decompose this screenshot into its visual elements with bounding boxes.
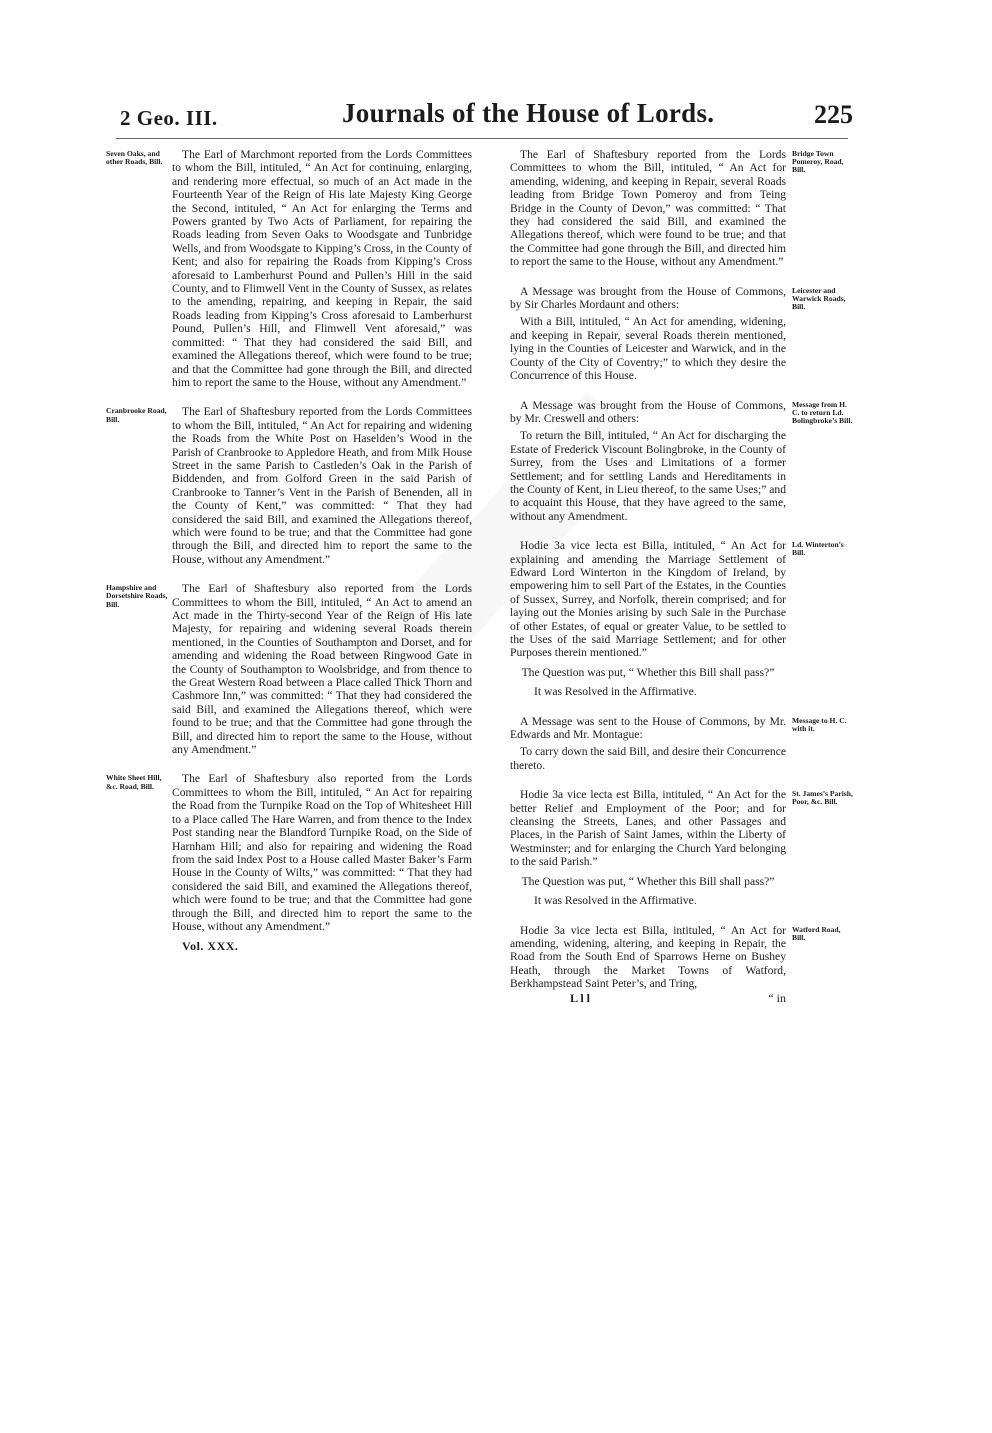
entry-text: The Earl of Shaftesbury also reported from the Lords Committees to whom the Bill, intituled, “ An Act to amend an Act made in the Thirty-second Year of the Reign of His late Majesty, for repairing and widening several Roads therein mentioned, in the Counties of Southampton and Dorset, and for amending and widening the Road between Ringwood Gate in the County of Southampton to Woolsbridge, and from thence to the Great Western Road between a Place called Thick Thorn and Cashmore Inn,” was committed: “ That they had considered the said Bill, and examined the Allegations thereof, which were found to be true; and that the Committee had gone through the Bill, and directed him to report the same to the House, without any Amendment.” xyxy=(172,582,472,757)
page-number: 225 xyxy=(814,100,853,129)
entry-text: Hodie 3a vice lecta est Billa, intituled, “ An Act for explaining and amending the Marriage Settlement of Edward Lord Winterton in the Kingdom of Ireland, by empowering him to sell Part of the Estates, in the Counties of Sussex, Surrey, and Norfolk, therein comprised; and for laying out the Monies arising by such Sale in the Purchase of other Estates, of equal or greater Value, to be settled to the Uses of the said Marriage Settlement; and for other Purposes therein mentioned.” xyxy=(510,539,786,660)
signature-mark: L l l xyxy=(570,990,591,1005)
entry-text: A Message was brought from the House of Commons, by Mr. Creswell and others: xyxy=(510,398,786,425)
margin-note: Hampshire and Dorsetshire Roads, Bill. xyxy=(106,583,168,609)
entry-text: To return the Bill, intituled, “ An Act for discharging the Estate of Frederick Viscount Bolingbroke, in the County of Surrey, from the Uses and Limitations of a former Settlement; and for settling Lands and Hereditaments in the County of Kent, in Lieu thereof, to the same Uses;” and to acquaint this House, that they have agreed to the same, without any Amendment. xyxy=(510,429,786,523)
margin-note: White Sheet Hill, &c. Road, Bill. xyxy=(106,773,162,791)
running-title: Journals of the House of Lords. xyxy=(342,98,715,128)
entry-bolingbroke xyxy=(510,398,853,524)
entry-winterton xyxy=(510,539,844,699)
page-header xyxy=(108,96,853,140)
entry-white-sheet-hill xyxy=(106,772,472,954)
entry-st-james xyxy=(510,788,853,908)
header-rule xyxy=(116,138,848,139)
resolution-text: It was Resolved in the Affirmative. xyxy=(534,894,697,908)
entry-watford xyxy=(510,923,841,1005)
right-column xyxy=(510,148,853,1007)
margin-note: Ld. Winterton’s Bill. xyxy=(792,540,844,558)
volume-mark: Vol. XXX. xyxy=(182,939,239,954)
regnal-year: 2 Geo. III. xyxy=(120,106,218,130)
entry-hampshire-dorset xyxy=(106,582,472,757)
entry-text: The Earl of Shaftesbury also reported from the Lords Committees to whom the Bill, intituled, “ An Act for repairing the Road from the Turnpike Road on the Top of Whitesheet Hill to a Place called The Hare Warren, and from thence to the Index Post standing near the Blandford Turnpike Road, on the Side of Harnham Hill; and also for repairing and widening the Road from the said Index Post to a House called Master Baker’s Farm House in the County of Wilts,” was committed: “ That they had considered the said Bill, and examined the Allegations thereof, which were found to be true; and that the Committee had gone through the Bill, and directed him to report the same to the House, without any Amendment.” xyxy=(172,772,472,933)
catchword: “ in xyxy=(768,990,786,1005)
entry-text: A Message was brought from the House of Commons, by Sir Charles Mordaunt and others: xyxy=(510,284,786,312)
question-text: The Question was put, “ Whether this Bill shall pass?” xyxy=(521,665,775,679)
entry-text: The Earl of Shaftesbury reported from the Lords Committees to whom the Bill, intituled, “ An Act for amending, widening, and keeping in Repair, several Roads leading from Bridge Town Pomeroy and from Teing Bridge in the County of Devon,” was committed: “ That they had considered the said Bill, and examined the Allegations thereof, which were found to be true; and that the Committee had gone through the Bill, and directed him to report the same to the House, without any Amendment.” xyxy=(510,148,786,269)
entry-text: The Earl of Shaftesbury reported from the Lords Committees to whom the Bill, intituled, “ An Act for repairing and widening the Roads from the White Post on Haselden’s Wood in the Parish of Cranbrooke to Appledore Heath, and from Milk House Street in the same Parish to Castleden’s Oak in the Parish of Biddenden, and from Golford Green in the said Parish of Cranbrooke to Tanner’s Vent in the Parish of Benenden, all in the County of Kent,” was committed: “ That they had considered the said Bill, and examined the Allegations thereof, which were found to be true; and that the Committee had gone through the Bill, and directed him to report the same to the House, without any Amendment.” xyxy=(172,405,472,566)
entry-text: Hodie 3a vice lecta est Billa, intituled, “ An Act for amending, widening, altering, and keeping in Repair, the Road from the South End of Sparrows Herne on Bushey Heath, through the Market Towns of Watford, Berkhampstead Saint Peter’s, and Tring, xyxy=(510,923,786,991)
entry-text: A Message was sent to the House of Commons, by Mr. Edwards and Mr. Montague: xyxy=(510,714,786,742)
entry-cranbrooke xyxy=(106,405,472,566)
margin-note: Message from H. C. to return Ld. Bolingbroke’s Bill. xyxy=(792,399,853,425)
entry-bridge-town xyxy=(510,148,844,269)
question-text: The Question was put, “ Whether this Bill shall pass?” xyxy=(521,874,775,888)
margin-note: Cranbrooke Road, Bill. xyxy=(106,406,167,424)
entry-seven-oaks xyxy=(106,148,472,389)
margin-note: Bridge Town Pomeroy, Road, Bill. xyxy=(792,149,844,175)
entry-message-hc xyxy=(510,714,847,773)
resolution-text: It was Resolved in the Affirmative. xyxy=(534,685,697,699)
margin-note: St. James’s Parish, Poor, &c. Bill. xyxy=(792,789,853,807)
entry-text: To carry down the said Bill, and desire their Concurrence thereto. xyxy=(510,745,786,772)
entry-text: With a Bill, intituled, “ An Act for amending, widening, and keeping in Repair, several Roads therein mentioned, lying in the Counties of Leicester and Warwick, and in the County of the City of Coventry;” to which they desire the Concurrence of this House. xyxy=(510,315,786,383)
entry-text: Hodie 3a vice lecta est Billa, intituled, “ An Act for the better Relief and Employment of the Poor; and for cleansing the Streets, Lanes, and other Passages and Places, in the Parish of Saint James, within the Liberty of Westminster; and for enlarging the Church Yard belonging to the said Parish.” xyxy=(510,788,786,869)
margin-note: Watford Road, Bill. xyxy=(792,924,841,942)
entry-text: The Earl of Marchmont reported from the Lords Committees to whom the Bill, intituled, “ An Act for continuing, enlarging, and rendering more effectual, so much of an Act made in the Fourteenth Year of the Reign of His late Majesty King George the Second, intituled, “ An Act for enlarging the Terms and Powers granted by Two Acts of Parliament, for repairing the Roads leading from Seven Oaks to Woodsgate and Tunbridge Wells, and from Woodsgate to Kipping’s Cross, in the County of Kent; and also for repairing the Roads from Kipping’s Cross aforesaid to Lamberhurst Pound and Pullen’s Hill in the said County, and to Flimwell Vent in the County of Sussex, as relates to the amending, repairing, and keeping in Repair, the said Roads leading from Kipping’s Cross aforesaid to Lamberhurst Pound, Pullen’s Hill, and Flimwell Vent aforesaid,” was committed: “ That they had considered the said Bill, and examined the Allegations thereof, which were found to be true; and that the Committee had gone through the Bill, and directed him to report the same to the House, without any Amendment.” xyxy=(172,148,472,389)
left-column xyxy=(106,148,472,970)
margin-note: Seven Oaks, and other Roads, Bill. xyxy=(106,149,163,167)
entry-leicester-warwick xyxy=(510,284,846,383)
margin-note: Leicester and Warwick Roads, Bill. xyxy=(792,285,846,312)
margin-note: Message to H. C. with it. xyxy=(792,715,847,733)
